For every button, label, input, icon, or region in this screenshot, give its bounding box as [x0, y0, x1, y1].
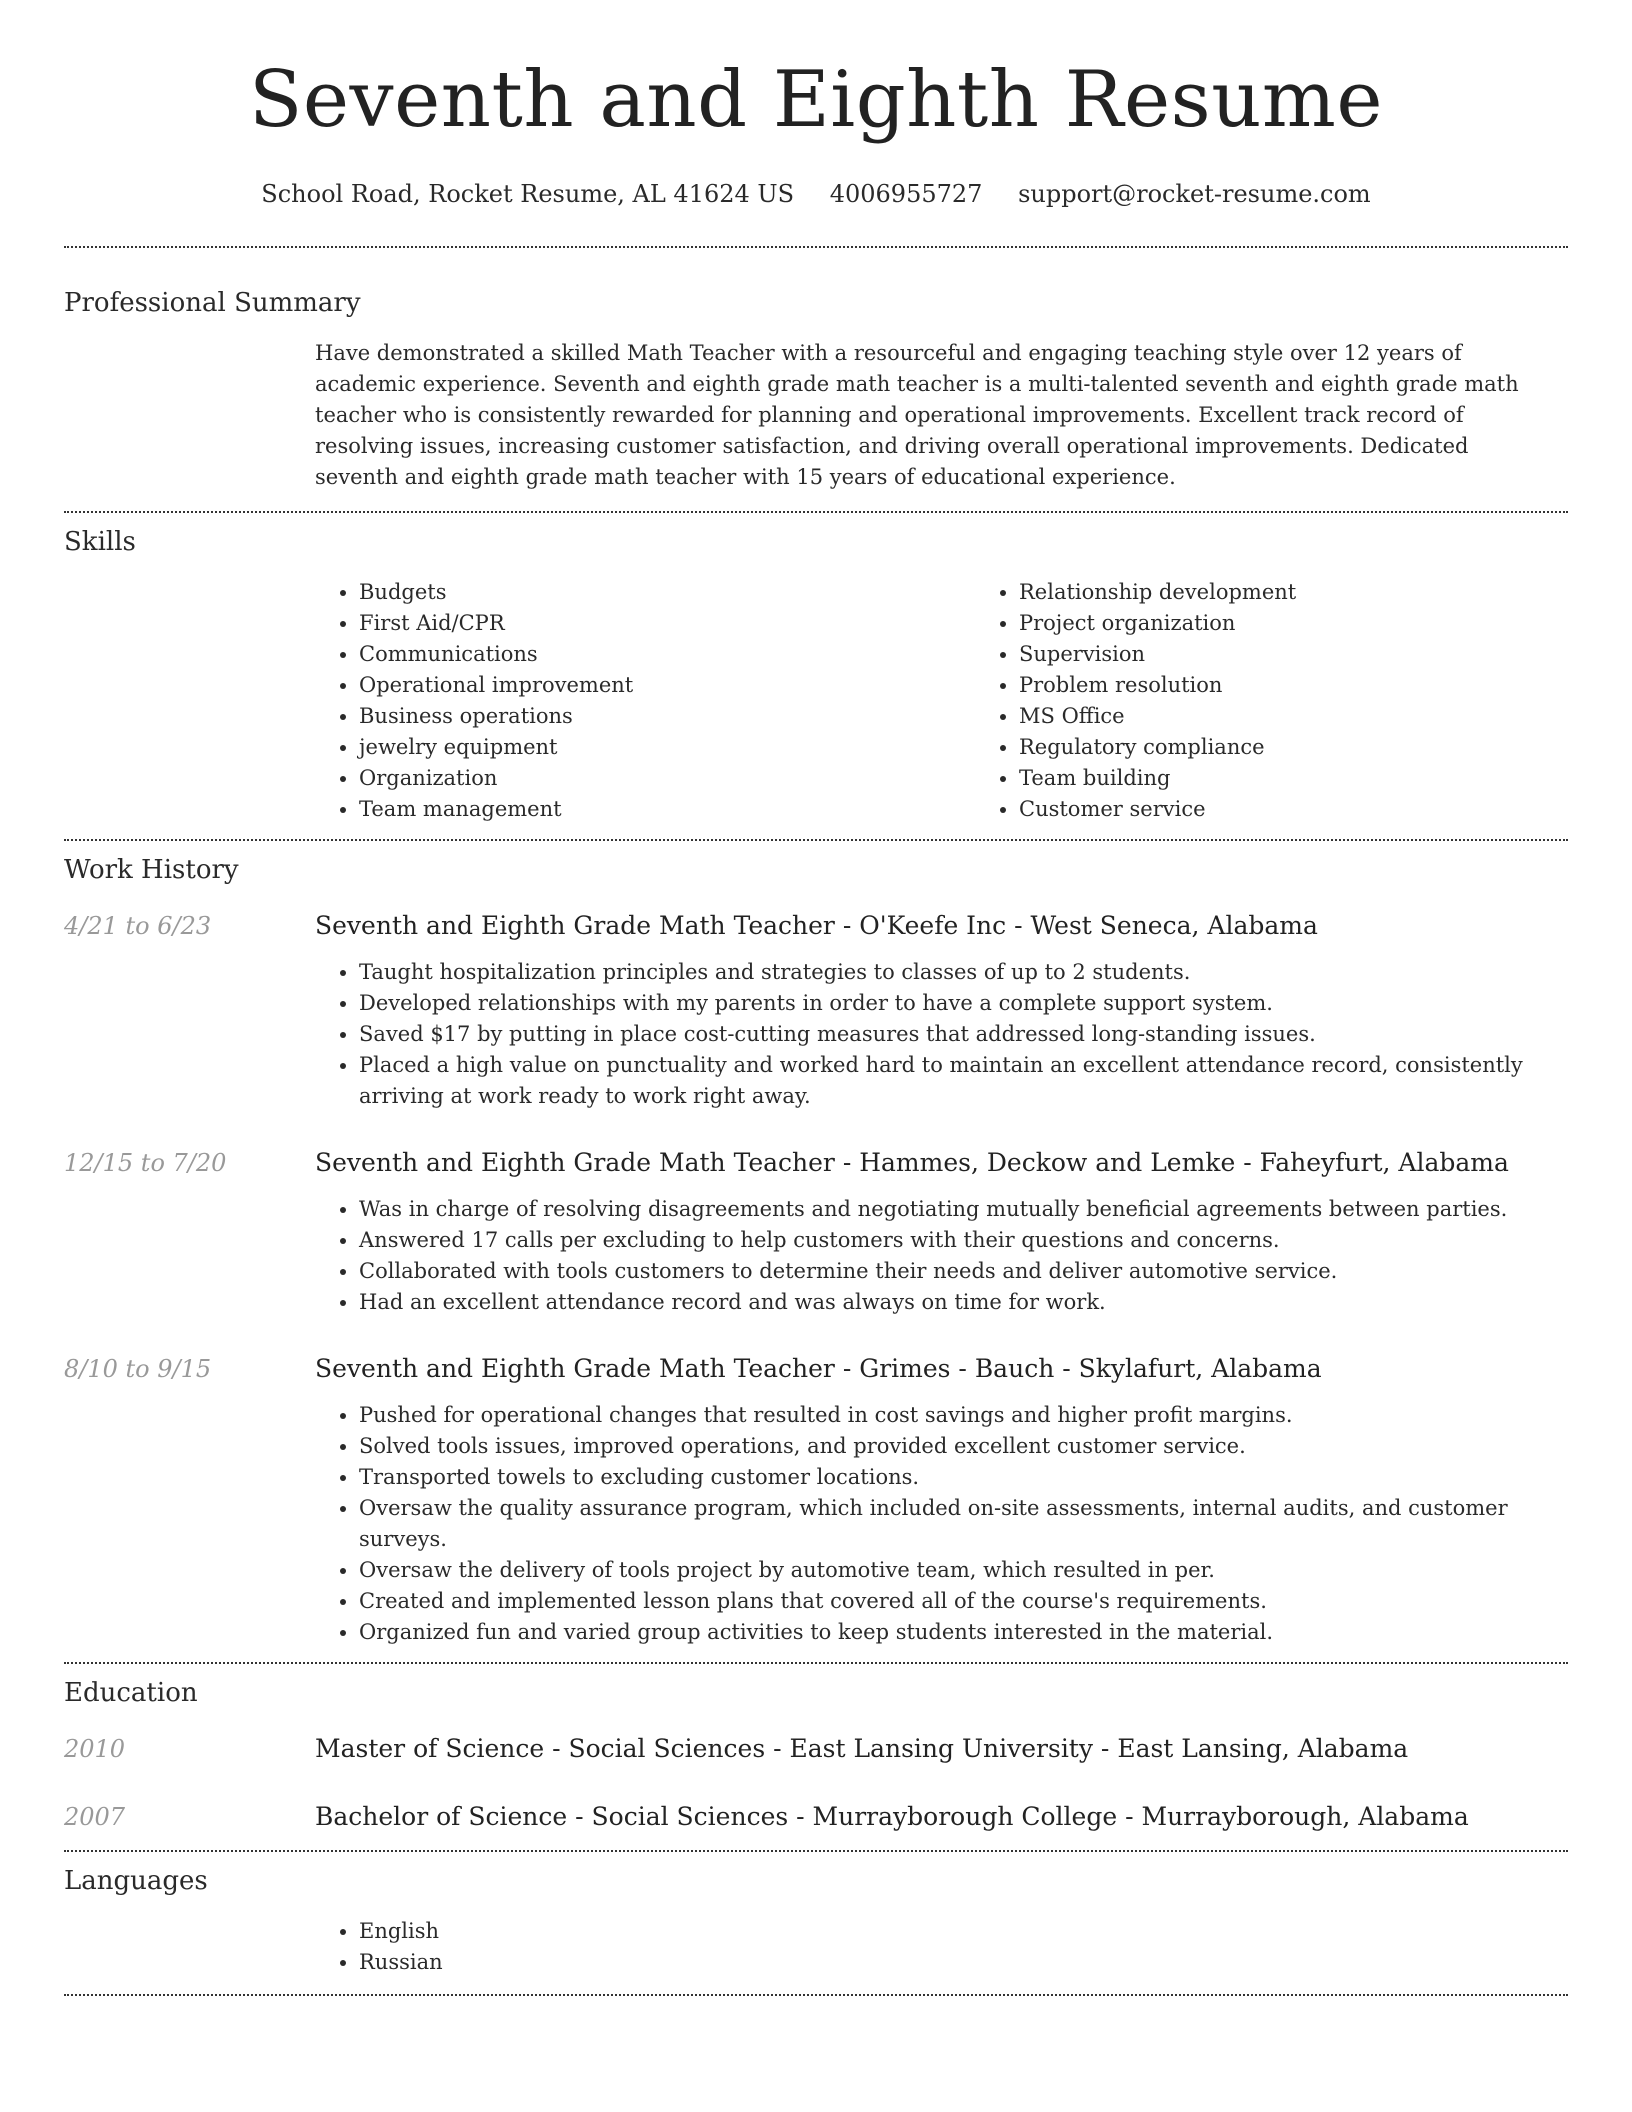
- skills-section: [64, 525, 1568, 825]
- skill-item: • Team management: [359, 794, 975, 825]
- job-dates: 4/21 to 6/23: [64, 912, 212, 940]
- skills-list-left: [315, 577, 975, 825]
- skill-item: • Relationship development: [1019, 577, 1632, 608]
- skill-item: • Regulatory compliance: [1019, 732, 1632, 763]
- job-bullet: • Transported towels to excluding customer locations.: [359, 1462, 1568, 1493]
- skill-item: • Problem resolution: [1019, 670, 1632, 701]
- job-bullet: • Oversaw the quality assurance program, which included on-site assessments, internal audits, and customer surveys.: [359, 1493, 1568, 1555]
- skill-item: • Project organization: [1019, 608, 1632, 639]
- job-dates: 8/10 to 9/15: [64, 1355, 212, 1383]
- job-dates: 12/15 to 7/20: [64, 1149, 227, 1177]
- job-bullet: • Solved tools issues, improved operations, and provided excellent customer service.: [359, 1431, 1568, 1462]
- job-bullet: • Placed a high value on punctuality and worked hard to maintain an excellent attendance record, consistently arriving at work ready to work right away.: [359, 1050, 1568, 1112]
- language-item: • Russian: [359, 1947, 1568, 1978]
- summary-section: [64, 286, 1568, 493]
- education-section: [64, 1676, 1568, 1834]
- job-bullet: • Organized fun and varied group activities to keep students interested in the material.: [359, 1617, 1568, 1648]
- job-entry: [64, 909, 1568, 1112]
- job-bullet: • Pushed for operational changes that resulted in cost savings and higher profit margins.: [359, 1400, 1568, 1431]
- contact-phone: 4006955727: [829, 180, 983, 208]
- job-bullet: • Developed relationships with my parents in order to have a complete support system.: [359, 988, 1568, 1019]
- skill-item: • Operational improvement: [359, 670, 975, 701]
- languages-list: [315, 1916, 1568, 1978]
- education-entry: [64, 1732, 1568, 1766]
- summary-text: Have demonstrated a skilled Math Teacher with a resourceful and engaging teaching style over 12 years of academic experience. Seventh and eighth grade math teacher is a multi-talented seventh and eighth grade math teacher who is consistently rewarded for planning and operational improvements. Excellent track record of resolving issues, increasing customer satisfaction, and driving overall operational improvements. Dedicated seventh and eighth grade math teacher with 15 years of educational experience.: [315, 341, 1519, 489]
- job-bullets: [315, 1194, 1568, 1318]
- section-title-languages: Languages: [64, 1866, 208, 1896]
- language-item: • English: [359, 1916, 1568, 1947]
- job-bullet: • Had an excellent attendance record and was always on time for work.: [359, 1287, 1568, 1318]
- divider: [64, 511, 1568, 513]
- education-title: Master of Science - Social Sciences - East Lansing University - East Lansing, Alabama: [315, 1734, 1409, 1763]
- resume-name: Seventh and Eighth Resume: [248, 55, 1384, 145]
- work-section: [64, 853, 1568, 1648]
- job-bullets: [315, 1400, 1568, 1648]
- skill-item: • Business operations: [359, 701, 975, 732]
- divider: [64, 1850, 1568, 1852]
- skill-item: • jewelry equipment: [359, 732, 975, 763]
- job-bullet: • Collaborated with tools customers to determine their needs and deliver automotive service.: [359, 1256, 1568, 1287]
- divider: [64, 839, 1568, 841]
- skill-item: • Budgets: [359, 577, 975, 608]
- skill-item: • Communications: [359, 639, 975, 670]
- contact-line: [64, 178, 1568, 210]
- skill-item: • MS Office: [1019, 701, 1632, 732]
- section-title-summary: Professional Summary: [64, 288, 361, 318]
- languages-section: [64, 1864, 1568, 1978]
- job-title: Seventh and Eighth Grade Math Teacher - O'Keefe Inc - West Seneca, Alabama: [315, 911, 1318, 940]
- job-bullet: • Oversaw the delivery of tools project by automotive team, which resulted in per.: [359, 1555, 1568, 1586]
- section-title-education: Education: [64, 1678, 198, 1708]
- job-title: Seventh and Eighth Grade Math Teacher - Hammes, Deckow and Lemke - Faheyfurt, Alabama: [315, 1148, 1509, 1177]
- skill-item: • Customer service: [1019, 794, 1632, 825]
- education-year: 2007: [64, 1803, 126, 1831]
- job-bullet: • Created and implemented lesson plans that covered all of the course's requirements.: [359, 1586, 1568, 1617]
- job-bullet: • Taught hospitalization principles and strategies to classes of up to 2 students.: [359, 957, 1568, 988]
- section-title-skills: Skills: [64, 527, 136, 557]
- job-entry: [64, 1146, 1568, 1318]
- job-entry: [64, 1352, 1568, 1648]
- section-title-work: Work History: [64, 855, 239, 885]
- skill-item: • First Aid/CPR: [359, 608, 975, 639]
- job-bullets: [315, 957, 1568, 1112]
- education-entry: [64, 1800, 1568, 1834]
- job-title: Seventh and Eighth Grade Math Teacher - Grimes - Bauch - Skylafurt, Alabama: [315, 1354, 1322, 1383]
- divider: [64, 246, 1568, 248]
- job-bullet: • Saved $17 by putting in place cost-cutting measures that addressed long-standing issues.: [359, 1019, 1568, 1050]
- skill-item: • Supervision: [1019, 639, 1632, 670]
- divider: [64, 1662, 1568, 1664]
- education-year: 2010: [64, 1735, 126, 1763]
- skill-item: • Organization: [359, 763, 975, 794]
- skill-item: • Team building: [1019, 763, 1632, 794]
- job-bullet: • Answered 17 calls per excluding to help customers with their questions and concerns.: [359, 1225, 1568, 1256]
- contact-address: School Road, Rocket Resume, AL 41624 US: [261, 180, 795, 208]
- contact-email: support@rocket-resume.com: [1018, 180, 1371, 208]
- education-title: Bachelor of Science - Social Sciences - Murrayborough College - Murrayborough, Alabama: [315, 1802, 1469, 1831]
- divider: [64, 1994, 1568, 1996]
- skills-list-right: [975, 577, 1632, 825]
- job-bullet: • Was in charge of resolving disagreements and negotiating mutually beneficial agreements between parties.: [359, 1194, 1568, 1225]
